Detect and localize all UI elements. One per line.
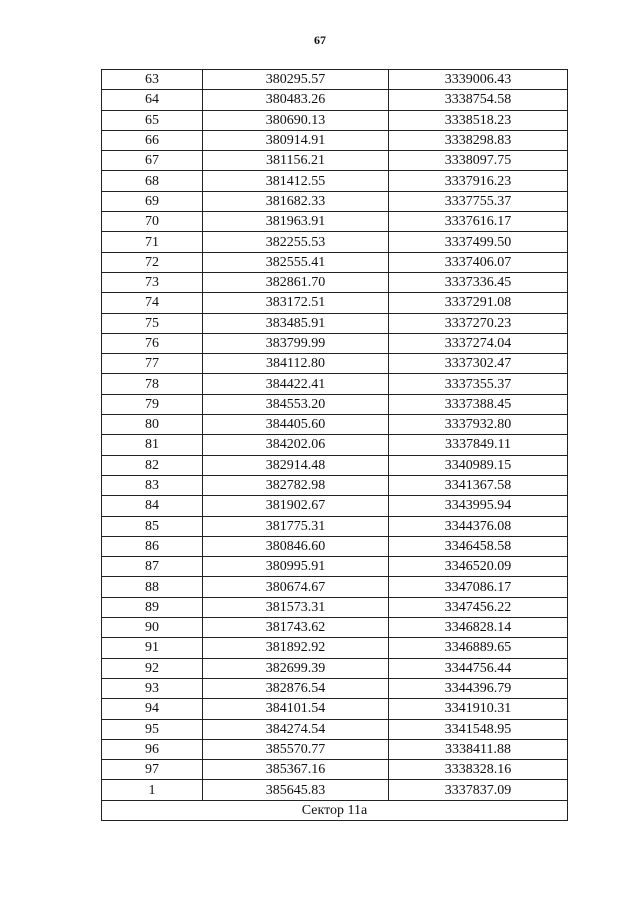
x-coordinate-cell: 380295.57 [203,70,389,90]
table-row [102,333,568,353]
x-coordinate-cell: 384553.20 [203,394,389,414]
table-row [102,658,568,678]
point-number-cell: 92 [102,658,203,678]
table-row [102,435,568,455]
point-number-cell: 65 [102,110,203,130]
y-coordinate-cell: 3346828.14 [389,618,568,638]
y-coordinate-cell: 3337270.23 [389,313,568,333]
coordinates-table [101,69,568,821]
point-number-cell: 78 [102,374,203,394]
table-row [102,719,568,739]
y-coordinate-cell: 3338754.58 [389,90,568,110]
y-coordinate-cell: 3347456.22 [389,597,568,617]
point-number-cell: 69 [102,191,203,211]
x-coordinate-cell: 382555.41 [203,252,389,272]
table-row [102,374,568,394]
table-row [102,151,568,171]
table-row [102,577,568,597]
point-number-cell: 75 [102,313,203,333]
point-number-cell: 72 [102,252,203,272]
table-row [102,415,568,435]
point-number-cell: 68 [102,171,203,191]
x-coordinate-cell: 382914.48 [203,455,389,475]
point-number-cell: 86 [102,536,203,556]
table-row [102,232,568,252]
table-row [102,760,568,780]
y-coordinate-cell: 3337916.23 [389,171,568,191]
point-number-cell: 96 [102,739,203,759]
y-coordinate-cell: 3341548.95 [389,719,568,739]
y-coordinate-cell: 3341910.31 [389,699,568,719]
point-number-cell: 87 [102,557,203,577]
y-coordinate-cell: 3337274.04 [389,333,568,353]
x-coordinate-cell: 382876.54 [203,678,389,698]
x-coordinate-cell: 380846.60 [203,536,389,556]
point-number-cell: 79 [102,394,203,414]
x-coordinate-cell: 380914.91 [203,130,389,150]
x-coordinate-cell: 383485.91 [203,313,389,333]
x-coordinate-cell: 384101.54 [203,699,389,719]
y-coordinate-cell: 3338328.16 [389,760,568,780]
point-number-cell: 91 [102,638,203,658]
coordinates-table-body [102,70,568,821]
y-coordinate-cell: 3346889.65 [389,638,568,658]
table-row [102,212,568,232]
x-coordinate-cell: 381743.62 [203,618,389,638]
table-row [102,272,568,292]
y-coordinate-cell: 3339006.43 [389,70,568,90]
x-coordinate-cell: 383172.51 [203,293,389,313]
point-number-cell: 67 [102,151,203,171]
x-coordinate-cell: 381775.31 [203,516,389,536]
y-coordinate-cell: 3337616.17 [389,212,568,232]
point-number-cell: 94 [102,699,203,719]
x-coordinate-cell: 380995.91 [203,557,389,577]
x-coordinate-cell: 385367.16 [203,760,389,780]
y-coordinate-cell: 3341367.58 [389,475,568,495]
point-number-cell: 83 [102,475,203,495]
point-number-cell: 82 [102,455,203,475]
x-coordinate-cell: 381892.92 [203,638,389,658]
y-coordinate-cell: 3337291.08 [389,293,568,313]
point-number-cell: 70 [102,212,203,232]
x-coordinate-cell: 380674.67 [203,577,389,597]
x-coordinate-cell: 381573.31 [203,597,389,617]
x-coordinate-cell: 385570.77 [203,739,389,759]
table-row [102,313,568,333]
x-coordinate-cell: 384405.60 [203,415,389,435]
point-number-cell: 71 [102,232,203,252]
y-coordinate-cell: 3337302.47 [389,354,568,374]
table-row [102,171,568,191]
sector-label: Сектор 11а [102,800,568,820]
table-row [102,130,568,150]
y-coordinate-cell: 3337755.37 [389,191,568,211]
point-number-cell: 90 [102,618,203,638]
x-coordinate-cell: 380690.13 [203,110,389,130]
x-coordinate-cell: 381902.67 [203,496,389,516]
y-coordinate-cell: 3343995.94 [389,496,568,516]
sector-row [102,800,568,820]
x-coordinate-cell: 382782.98 [203,475,389,495]
y-coordinate-cell: 3338298.83 [389,130,568,150]
table-row [102,780,568,800]
y-coordinate-cell: 3347086.17 [389,577,568,597]
table-row [102,110,568,130]
y-coordinate-cell: 3340989.15 [389,455,568,475]
table-row [102,536,568,556]
x-coordinate-cell: 382699.39 [203,658,389,678]
y-coordinate-cell: 3337388.45 [389,394,568,414]
y-coordinate-cell: 3346458.58 [389,536,568,556]
x-coordinate-cell: 381963.91 [203,212,389,232]
y-coordinate-cell: 3337849.11 [389,435,568,455]
x-coordinate-cell: 384112.80 [203,354,389,374]
x-coordinate-cell: 384274.54 [203,719,389,739]
y-coordinate-cell: 3337837.09 [389,780,568,800]
table-row [102,516,568,536]
table-row [102,394,568,414]
table-row [102,90,568,110]
point-number-cell: 84 [102,496,203,516]
table-row [102,597,568,617]
point-number-cell: 88 [102,577,203,597]
table-row [102,70,568,90]
point-number-cell: 66 [102,130,203,150]
point-number-cell: 74 [102,293,203,313]
table-row [102,678,568,698]
x-coordinate-cell: 382255.53 [203,232,389,252]
x-coordinate-cell: 382861.70 [203,272,389,292]
x-coordinate-cell: 383799.99 [203,333,389,353]
y-coordinate-cell: 3346520.09 [389,557,568,577]
x-coordinate-cell: 381682.33 [203,191,389,211]
x-coordinate-cell: 385645.83 [203,780,389,800]
y-coordinate-cell: 3344376.08 [389,516,568,536]
table-row [102,475,568,495]
point-number-cell: 1 [102,780,203,800]
page-number: 67 [314,33,326,47]
table-row [102,252,568,272]
point-number-cell: 73 [102,272,203,292]
table-row [102,354,568,374]
y-coordinate-cell: 3344396.79 [389,678,568,698]
point-number-cell: 76 [102,333,203,353]
x-coordinate-cell: 384422.41 [203,374,389,394]
y-coordinate-cell: 3338411.88 [389,739,568,759]
point-number-cell: 80 [102,415,203,435]
table-row [102,455,568,475]
table-row [102,496,568,516]
x-coordinate-cell: 381412.55 [203,171,389,191]
x-coordinate-cell: 381156.21 [203,151,389,171]
y-coordinate-cell: 3338097.75 [389,151,568,171]
point-number-cell: 85 [102,516,203,536]
table-row [102,293,568,313]
point-number-cell: 63 [102,70,203,90]
point-number-cell: 93 [102,678,203,698]
table-row [102,699,568,719]
y-coordinate-cell: 3344756.44 [389,658,568,678]
point-number-cell: 77 [102,354,203,374]
point-number-cell: 95 [102,719,203,739]
y-coordinate-cell: 3337336.45 [389,272,568,292]
table-row [102,739,568,759]
y-coordinate-cell: 3337406.07 [389,252,568,272]
point-number-cell: 97 [102,760,203,780]
table-row [102,557,568,577]
point-number-cell: 89 [102,597,203,617]
table-row [102,638,568,658]
point-number-cell: 64 [102,90,203,110]
y-coordinate-cell: 3337499.50 [389,232,568,252]
table-row [102,618,568,638]
table-row [102,191,568,211]
y-coordinate-cell: 3337355.37 [389,374,568,394]
y-coordinate-cell: 3338518.23 [389,110,568,130]
x-coordinate-cell: 384202.06 [203,435,389,455]
y-coordinate-cell: 3337932.80 [389,415,568,435]
point-number-cell: 81 [102,435,203,455]
x-coordinate-cell: 380483.26 [203,90,389,110]
